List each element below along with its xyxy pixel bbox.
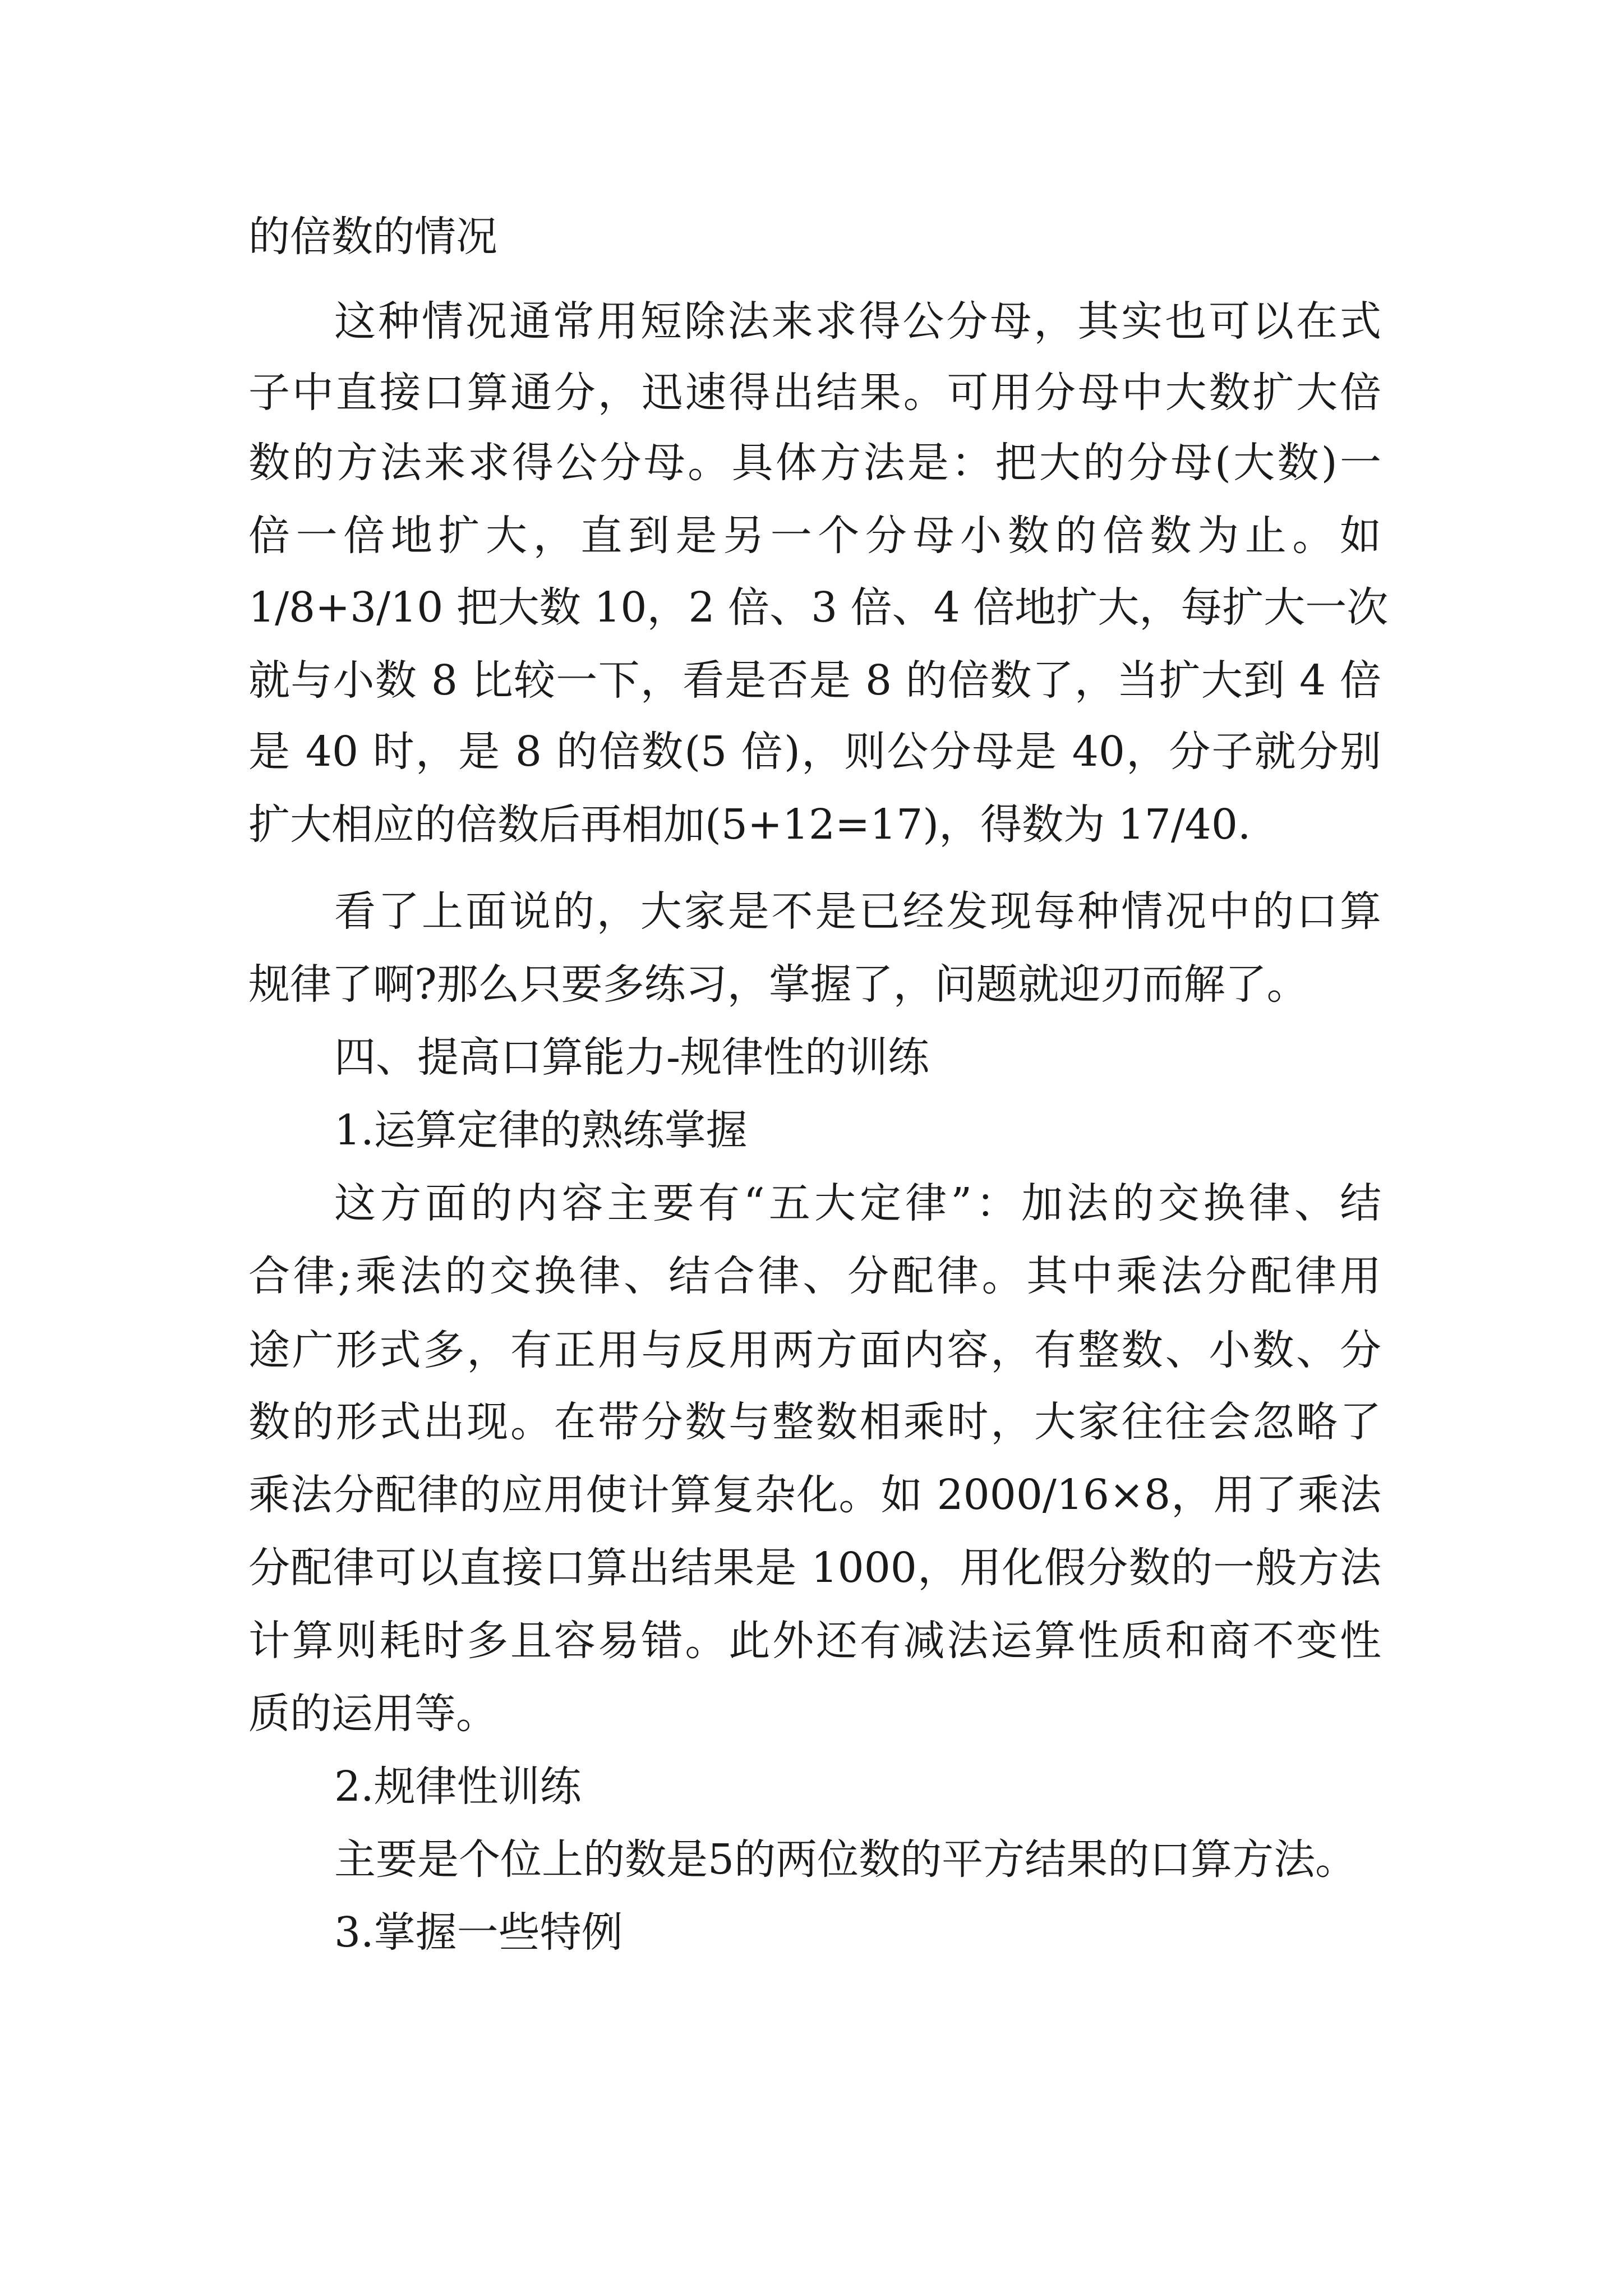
text-line: 就与小数 8 比较一下，看是否是 8 的倍数了，当扩大到 4 倍 <box>248 656 1381 705</box>
text-line: 数的方法来求得公分母。具体方法是：把大的分母(大数)一 <box>248 439 1381 487</box>
text-line: 途广形式多，有正用与反用两方面内容，有整数、小数、分 <box>248 1326 1381 1374</box>
text-line: 是 40 时，是 8 的倍数(5 倍)，则公分母是 40，分子就分别 <box>248 728 1381 776</box>
text-line: 倍一倍地扩大，直到是另一个分母小数的倍数为止。如 <box>248 512 1381 560</box>
text-line: 主要是个位上的数是5的两位数的平方结果的口算方法。 <box>334 1835 1357 1884</box>
text-line: 1.运算定律的熟练掌握 <box>334 1106 748 1154</box>
text-line: 的倍数的情况 <box>248 213 497 261</box>
text-line: 这种情况通常用短除法来求得公分母，其实也可以在式 <box>334 297 1381 346</box>
text-line: 看了上面说的，大家是不是已经发现每种情况中的口算 <box>334 887 1381 936</box>
text-line: 分配律可以直接口算出结果是 1000，用化假分数的一般方法 <box>248 1544 1381 1592</box>
text-line: 四、提高口算能力-规律性的训练 <box>334 1033 930 1082</box>
text-line: 3.掌握一些特例 <box>334 1908 623 1957</box>
text-line: 规律了啊?那么只要多练习，掌握了，问题就迎刃而解了。 <box>248 960 1308 1009</box>
text-line: 2.规律性训练 <box>334 1763 582 1811</box>
text-line: 合律;乘法的交换律、结合律、分配律。其中乘法分配律用 <box>248 1252 1381 1300</box>
text-line: 质的运用等。 <box>248 1690 497 1738</box>
text-line: 这方面的内容主要有“五大定律”：加法的交换律、结 <box>334 1179 1381 1227</box>
text-line: 扩大相应的倍数后再相加(5+12=17)，得数为 17/40. <box>248 800 1251 849</box>
text-line: 1/8+3/10 把大数 10，2 倍、3 倍、4 倍地扩大，每扩大一次 <box>248 583 1389 632</box>
text-line: 乘法分配律的应用使计算复杂化。如 2000/16×8，用了乘法 <box>248 1471 1381 1519</box>
text-line: 计算则耗时多且容易错。此外还有减法运算性质和商不变性 <box>248 1617 1381 1665</box>
text-line: 数的形式出现。在带分数与整数相乘时，大家往往会忽略了 <box>248 1398 1381 1446</box>
text-line: 子中直接口算通分，迅速得出结果。可用分母中大数扩大倍 <box>248 369 1381 417</box>
